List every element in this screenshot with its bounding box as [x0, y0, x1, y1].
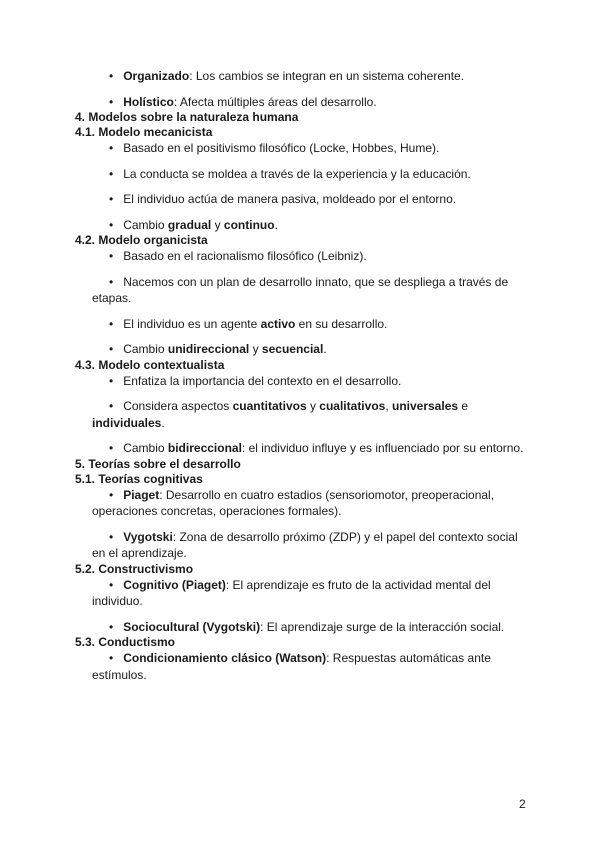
bullet-icon: •	[109, 529, 124, 544]
bullet-icon: •	[109, 577, 124, 592]
bullet-item	[75, 487, 527, 520]
bullet-icon: •	[109, 342, 124, 356]
bullet-text: Cognitivo (Piaget)	[123, 577, 226, 592]
bullet-text: Condicionamiento clásico (Watson)	[123, 651, 327, 665]
bullet-item	[75, 650, 527, 683]
bullet-text: bidireccional	[167, 441, 242, 455]
bullet-item	[75, 94, 527, 111]
bullet-text: en su desarrollo.	[295, 316, 388, 331]
page-number: 2	[519, 797, 526, 811]
section-heading: 4. Modelos sobre la naturaleza humana	[75, 110, 299, 124]
bullet-text: : Respuestas automáticas ante estímulos.	[92, 651, 491, 682]
bullet-text: y	[249, 342, 262, 356]
bullet-text: La conducta se moldea a través de la experiencia y la educación.	[123, 166, 471, 181]
bullet-icon: •	[109, 166, 124, 181]
bullet-icon: •	[109, 249, 124, 263]
bullet-item	[75, 341, 527, 358]
bullet-text: .	[274, 217, 278, 232]
bullet-text: Piaget	[123, 487, 160, 502]
bullet-text: ,	[385, 399, 392, 413]
bullet-item	[75, 577, 527, 610]
section-heading: 4.1. Modelo mecanicista	[75, 125, 213, 139]
bullet-icon: •	[109, 619, 124, 634]
bullet-text: y	[306, 399, 320, 413]
bullet-text: universales	[392, 399, 459, 413]
bullet-text: : Desarrollo en cuatro estadios (sensoriomotor, preoperacional, operaciones concretas, operaciones formales).	[92, 487, 495, 518]
bullet-text: Cambio	[123, 441, 168, 455]
bullet-text: cualitativos	[319, 399, 386, 413]
bullet-icon: •	[109, 441, 124, 455]
bullet-item	[75, 248, 527, 265]
bullet-text: cuantitativos	[232, 399, 307, 413]
document-body	[75, 68, 527, 692]
bullet-text: continuo	[223, 217, 275, 232]
bullet-text: e	[458, 399, 469, 413]
bullet-item	[75, 529, 527, 562]
bullet-text: : Zona de desarrollo próximo (ZDP) y el papel del contexto social en el aprendizaje.	[92, 529, 518, 560]
bullet-text: .	[161, 415, 165, 430]
bullet-text: Vygotski	[123, 529, 173, 544]
bullet-text: Basado en el racionalismo filosófico (Leibniz).	[123, 249, 367, 263]
bullet-text: Holístico	[123, 94, 174, 109]
bullet-text: : Los cambios se integran en un sistema coherente.	[189, 69, 465, 83]
bullet-item	[75, 191, 527, 208]
bullet-icon: •	[109, 373, 124, 388]
bullet-item	[75, 166, 527, 183]
bullet-text: : El aprendizaje surge de la interacción social.	[260, 619, 505, 634]
section-heading: 5.1. Teorías cognitivas	[75, 471, 203, 486]
bullet-text: El individuo actúa de manera pasiva, moldeado por el entorno.	[123, 192, 457, 206]
bullet-item	[75, 373, 527, 390]
bullet-text: Sociocultural (Vygotski)	[123, 619, 261, 634]
bullet-icon: •	[109, 399, 124, 413]
bullet-text: Organizado	[123, 69, 190, 83]
bullet-text: : Afecta múltiples áreas del desarrollo.	[173, 94, 377, 109]
bullet-item	[75, 316, 527, 333]
bullet-item	[75, 68, 527, 85]
bullet-item	[75, 398, 527, 431]
bullet-icon: •	[109, 651, 124, 665]
bullet-icon: •	[109, 487, 124, 502]
bullet-text: unidireccional	[167, 342, 250, 356]
section-heading: 5.3. Conductismo	[75, 635, 176, 649]
section-heading: 5. Teorías sobre el desarrollo	[75, 456, 241, 471]
bullet-text: Cambio	[123, 342, 168, 356]
bullet-item	[75, 274, 527, 307]
bullet-icon: •	[109, 217, 124, 232]
bullet-text: Basado en el positivismo filosófico (Locke, Hobbes, Hume).	[123, 141, 440, 155]
bullet-text: Enfatiza la importancia del contexto en el desarrollo.	[123, 373, 402, 388]
bullet-text: secuencial	[261, 342, 324, 356]
bullet-item	[75, 140, 527, 157]
bullet-icon: •	[109, 94, 124, 109]
bullet-icon: •	[109, 69, 124, 83]
bullet-text: Nacemos con un plan de desarrollo innato, que se despliega a través de etapas.	[92, 274, 509, 305]
bullet-item	[75, 217, 527, 234]
section-heading: 4.2. Modelo organicista	[75, 233, 208, 247]
bullet-text: : El aprendizaje es fruto de la actividad mental del individuo.	[92, 577, 491, 608]
bullet-icon: •	[109, 316, 124, 331]
bullet-text: Cambio	[123, 217, 168, 232]
bullet-icon: •	[109, 274, 124, 289]
bullet-item	[75, 440, 527, 457]
bullet-text: y	[211, 217, 224, 232]
bullet-text: individuales	[92, 415, 162, 430]
bullet-icon: •	[109, 141, 124, 155]
section-heading: 5.2. Constructivismo	[75, 561, 194, 576]
bullet-text: .	[323, 342, 327, 356]
bullet-item	[75, 619, 527, 636]
bullet-text: : el individuo influye y es influenciado por su entorno.	[241, 441, 524, 455]
section-heading: 4.3. Modelo contextualista	[75, 357, 225, 372]
bullet-text: Considera aspectos	[123, 399, 233, 413]
bullet-text: El individuo es un agente	[123, 316, 261, 331]
bullet-icon: •	[109, 192, 124, 206]
bullet-text: gradual	[167, 217, 212, 232]
bullet-text: activo	[260, 316, 296, 331]
